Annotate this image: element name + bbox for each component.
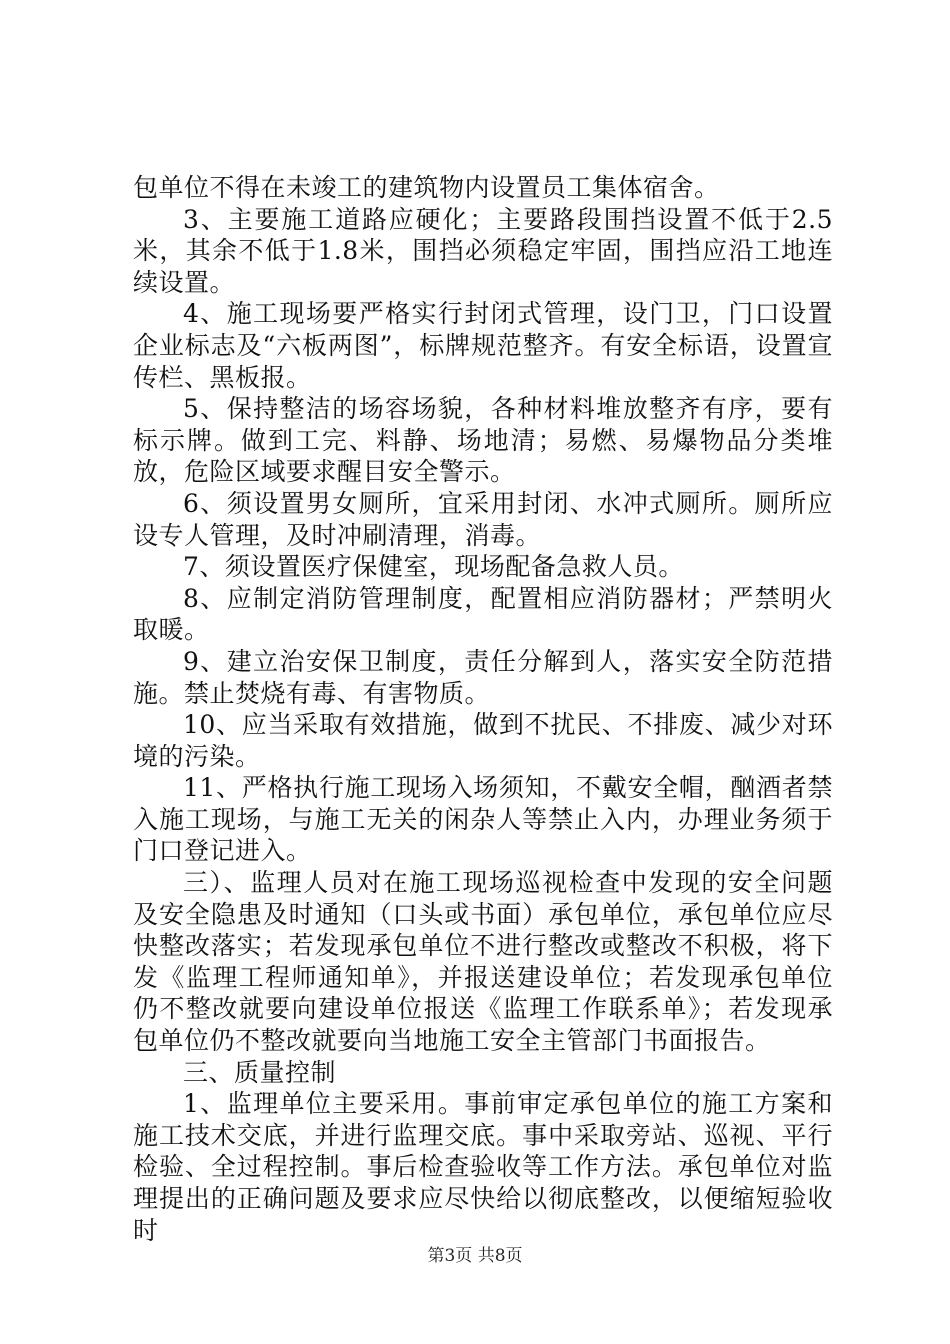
paragraph: 三）、监理人员对在施工现场巡视检查中发现的安全问题及安全隐患及时通知（口头或书面）承包单位，承包单位应尽快整改落实；若发现承包单位不进行整改或整改不积极，将下发《监理工程师通知单》，并报送建设单位；若发现承包单位仍不整改就要向建设单位报送《监理工作联系单》；若发现承包单位仍不整改就要向当地施工安全主管部门书面报告。 [133, 868, 833, 1056]
paragraph: 8、应制定消防管理制度，配置相应消防器材；严禁明火取暖。 [133, 583, 833, 645]
paragraph: 三、质量控制 [183, 1057, 337, 1087]
paragraph: 7、须设置医疗保健室，现场配备急救人员。 [183, 552, 684, 582]
document-body [133, 172, 833, 1246]
paragraph: 4、施工现场要严格实行封闭式管理，设门卫，门口设置企业标志及“六板两图”，标牌规范整齐。有安全标语，设置宣传栏、黑板报。 [133, 299, 833, 392]
paragraph: 包单位不得在未竣工的建筑物内设置员工集体宿舍。 [133, 173, 720, 202]
paragraph: 3、主要施工道路应硬化；主要路段围挡设置不低于2.5米，其余不低于1.8米，围挡必须稳定牢固，围挡应沿工地连续设置。 [133, 204, 833, 297]
paragraph: 6、须设置男女厕所，宜采用封闭、水冲式厕所。厕所应设专人管理，及时冲刷清理，消毒。 [133, 488, 833, 550]
page-footer: 第3页 共8页 [427, 1246, 523, 1266]
paragraph: 1、监理单位主要采用。事前审定承包单位的施工方案和施工技术交底，并进行监理交底。事中采取旁站、巡视、平行检验、全过程控制。事后检查验收等工作方法。承包单位对监理提出的正确问题及要求应尽快给以彻底整改，以便缩短验收时 [133, 1089, 833, 1245]
paragraph: 11、严格执行施工现场入场须知，不戴安全帽，酗酒者禁入施工现场，与施工无关的闲杂人等禁止入内，办理业务须于门口登记进入。 [133, 773, 833, 866]
paragraph: 10、应当采取有效措施，做到不扰民、不排废、减少对环境的污染。 [133, 710, 833, 771]
paragraph: 9、建立治安保卫制度，责任分解到人，落实安全防范措施。禁止焚烧有毒、有害物质。 [133, 646, 833, 708]
paragraph: 5、保持整洁的场容场貌，各种材料堆放整齐有序，要有标示牌。做到工完、料静、场地清；易燃、易爆物品分类堆放，危险区域要求醒目安全警示。 [133, 394, 833, 487]
